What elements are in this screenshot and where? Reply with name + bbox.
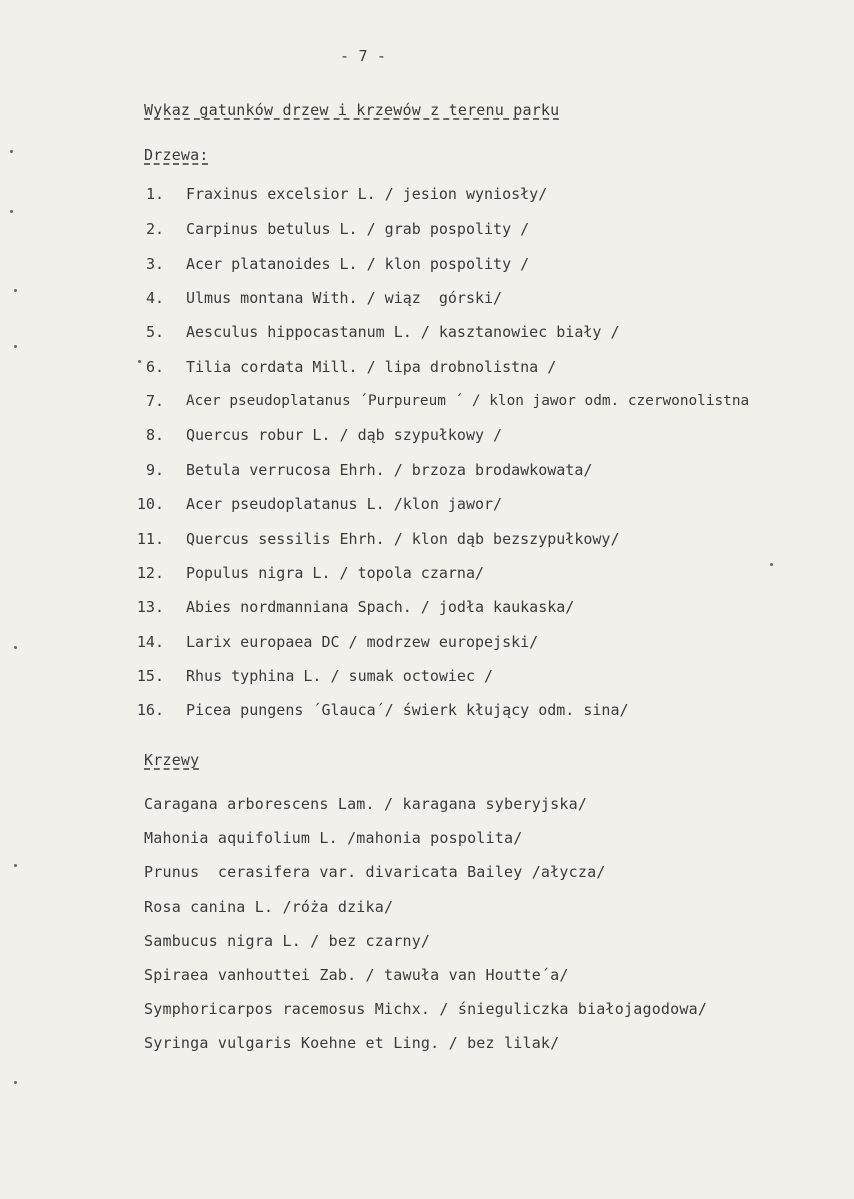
item-number: 1. [145,185,164,203]
page-title: Wykaz gatunków drzew i krzewów z terenu parku [144,101,560,119]
item-text: Picea pungens ´Glauca´/ świerk kłujący odm. sina/ [186,701,629,719]
item-text: Acer pseudoplatanus L. /klon jawor/ [186,495,503,513]
item-number: 15. [136,667,164,685]
margin-speck [14,1081,17,1084]
item-text: Ulmus montana With. / wiąz górski/ [186,289,503,307]
item-number: 3. [145,255,164,273]
item-text: Rhus typhina L. / sumak octowiec / [186,667,494,685]
item-text: Quercus sessilis Ehrh. / klon dąb bezszypułkowy/ [186,530,620,548]
item-number: 14. [136,633,164,651]
trees-heading: Drzewa: [144,146,209,164]
item-number: 10. [136,495,164,513]
item-number: 13. [136,598,164,616]
list-item: Rosa canina L. /róża dzika/ [144,898,394,916]
list-item: Syringa vulgaris Koehne et Ling. / bez lilak/ [144,1034,560,1052]
item-number: 11. [136,530,164,548]
item-number: 2. [145,220,164,238]
item-number: 12. [136,564,164,582]
item-number: 4. [145,289,164,307]
item-text: Betula verrucosa Ehrh. / brzoza brodawkowata/ [186,461,593,479]
item-text: Abies nordmanniana Spach. / jodła kaukaska/ [186,598,575,616]
page-number: - 7 - [340,47,387,65]
item-number: 16. [136,701,164,719]
list-item: Spiraea vanhouttei Zab. / tawuła van Houtte´a/ [144,966,569,984]
item-number: 8. [145,426,164,444]
item-text: Larix europaea DC / modrzew europejski/ [186,633,539,651]
margin-speck [10,210,13,213]
margin-speck [770,563,773,566]
margin-speck [10,150,13,153]
item-number: 5. [145,323,164,341]
margin-speck [138,360,141,363]
list-item: Mahonia aquifolium L. /mahonia pospolita/ [144,829,523,847]
margin-speck [14,289,17,292]
item-text: Tilia cordata Mill. / lipa drobnolistna / [186,358,557,376]
item-text: Quercus robur L. / dąb szypułkowy / [186,426,503,444]
item-text: Acer pseudoplatanus ´Purpureum ´ / klon jawor odm. czerwonolistna [186,393,750,409]
item-text: Populus nigra L. / topola czarna/ [186,564,485,582]
item-number: 6. [145,358,164,376]
shrubs-heading: Krzewy [144,751,200,769]
list-item: Sambucus nigra L. / bez czarny/ [144,932,431,950]
margin-speck [14,864,17,867]
margin-speck [14,646,17,649]
list-item: Caragana arborescens Lam. / karagana syberyjska/ [144,795,588,813]
item-text: Acer platanoides L. / klon pospolity / [186,255,530,273]
item-text: Aesculus hippocastanum L. / kasztanowiec biały / [186,323,620,341]
item-text: Fraxinus excelsior L. / jesion wyniosły/ [186,185,548,203]
item-number: 7. [145,392,164,410]
list-item: Prunus cerasifera var. divaricata Bailey /ałycza/ [144,863,606,881]
item-number: 9. [145,461,164,479]
list-item: Symphoricarpos racemosus Michx. / śnieguliczka białojagodowa/ [144,1000,708,1018]
item-text: Carpinus betulus L. / grab pospolity / [186,220,530,238]
margin-speck [14,345,17,348]
